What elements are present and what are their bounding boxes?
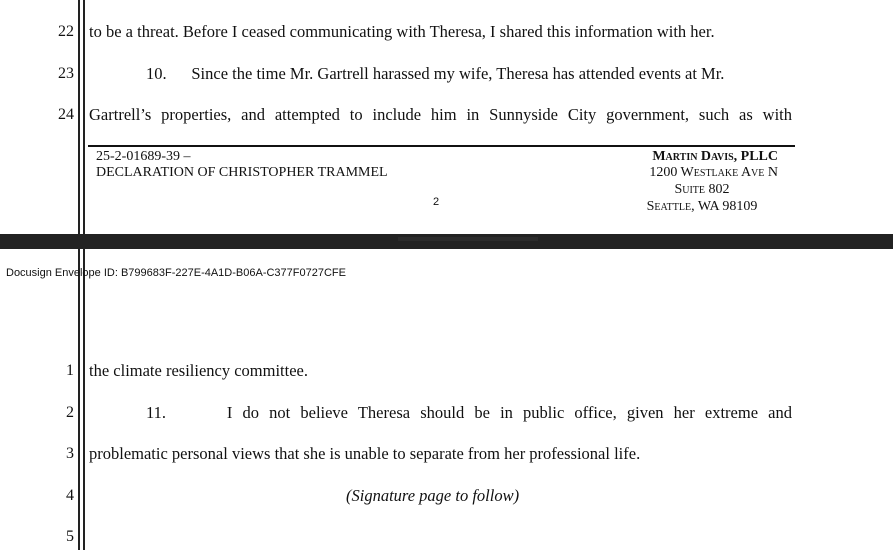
footer-rule (88, 145, 795, 147)
line-number: 2 (66, 404, 74, 421)
docusign-envelope-id: Docusign Envelope ID: B799683F-227E-4A1D-B06A-C377F0727CFE (6, 267, 346, 279)
line-number: 3 (66, 445, 74, 462)
body-text-line: to be a threat. Before I ceased communicating with Theresa, I shared this information with her. (89, 22, 715, 41)
line-number: 4 (66, 487, 74, 504)
line-number: 23 (58, 65, 74, 82)
body-text-line: the climate resiliency committee. (89, 361, 308, 380)
page-separator-highlight (398, 237, 538, 241)
margin-rule-right (83, 0, 85, 234)
margin-rule-left (78, 249, 80, 550)
footer-firm-name: Martin Davis, PLLC (652, 149, 778, 164)
line-number: 22 (58, 23, 74, 40)
footer-address-line2: Suite 802 (674, 182, 730, 197)
line-number: 5 (66, 528, 74, 545)
line-number: 1 (66, 362, 74, 379)
footer-case-number: 25-2-01689-39 – (96, 149, 191, 164)
signature-page-note: (Signature page to follow) (346, 486, 520, 505)
footer-doc-title: DECLARATION OF CHRISTOPHER TRAMMEL (96, 165, 388, 180)
margin-rule-left (78, 0, 80, 234)
page-separator (0, 234, 893, 249)
margin-rule-right (83, 249, 85, 550)
footer-address-line3: Seattle, WA 98109 (646, 199, 758, 214)
paragraph-11-start: 11. I do not believe Theresa should be in public office, given her extreme and (146, 403, 792, 422)
body-text-line: problematic personal views that she is unable to separate from her professional life. (89, 444, 641, 463)
footer-page-number: 2 (433, 196, 440, 208)
footer-address-line1: 1200 Westlake Ave N (649, 165, 778, 180)
body-text-line: Gartrell’s properties, and attempted to include him in Sunnyside City government, such as with (89, 105, 792, 124)
paragraph-10-start: 10. Since the time Mr. Gartrell harassed my wife, Theresa has attended events at Mr. (146, 64, 725, 83)
line-number: 24 (58, 106, 74, 123)
